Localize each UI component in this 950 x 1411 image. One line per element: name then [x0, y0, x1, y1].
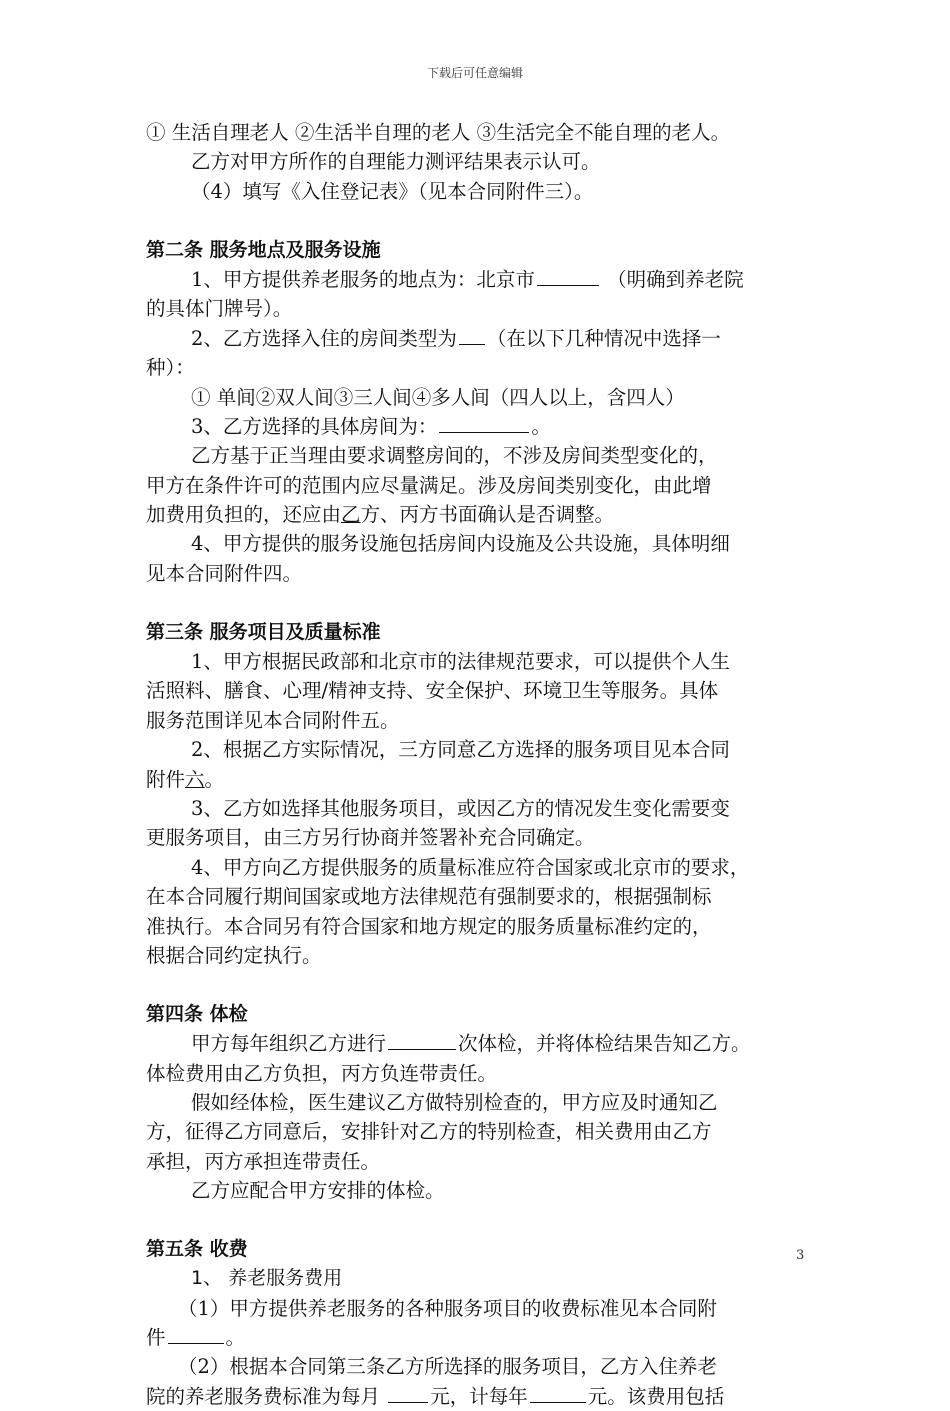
- monthly-fee-blank: [388, 1382, 428, 1403]
- paragraph-line: 乙方对甲方所作的自理能力测评结果表示认可。: [191, 150, 601, 174]
- paragraph-line: 在本合同履行期间国家或地方法律规范有强制要求的，根据强制标: [146, 885, 712, 909]
- paragraph-line: 2、根据乙方实际情况，三方同意乙方选择的服务项目见本合同: [191, 738, 730, 762]
- paragraph-line: 3、乙方如选择其他服务项目，或因乙方的情况发生变化需要变: [191, 796, 730, 820]
- paragraph-line: 4、甲方提供的服务设施包括房间内设施及公共设施，具体明细: [191, 532, 730, 556]
- paragraph-line: 甲方每年组织乙方进行 次体检，并将体检结果告知乙方。: [146, 1029, 822, 1058]
- paragraph-line: 方，征得乙方同意后，安排针对乙方的特别检查，相关费用由乙方: [146, 1120, 712, 1144]
- room-type-options: ① 单间②双人间③三人间④多人间（四人以上，含四人）: [191, 385, 685, 409]
- address-blank: [537, 265, 599, 286]
- paragraph-line: 的具体门牌号）。: [146, 297, 293, 321]
- paragraph-line: 加费用负担的，还应由乙方、丙方书面确认是否调整。: [146, 503, 615, 527]
- paragraph-line: （1）甲方提供养老服务的各种服务项目的收费标准见本合同附: [178, 1296, 717, 1320]
- paragraph-line: 见本合同附件四。: [146, 561, 303, 585]
- paragraph-line: （4）填写《入住登记表》（见本合同附件三）。: [191, 179, 594, 203]
- paragraph-line: 根据合同约定执行。: [146, 943, 322, 967]
- paragraph-line: 附件六。: [146, 767, 225, 791]
- paragraph-line: （2）根据本合同第三条乙方所选择的服务项目，乙方入住养老: [178, 1355, 717, 1379]
- paragraph-line: 4、甲方向乙方提供服务的质量标准应符合国家或北京市的要求，: [191, 855, 750, 879]
- paragraph-line: 活照料、膳食、心理/精神支持、安全保护、环境卫生等服务。具体: [146, 679, 719, 703]
- section-title-5: 第五条 收费: [146, 1237, 248, 1260]
- paragraph-line: 3、乙方选择的具体房间为： 。: [146, 412, 822, 441]
- paragraph-line: 乙方应配合甲方安排的体检。: [191, 1179, 445, 1203]
- section-title-2: 第二条 服务地点及服务设施: [146, 238, 381, 261]
- appendix-blank: [168, 1323, 224, 1344]
- paragraph-line: 甲方在条件许可的范围内应尽量满足。涉及房间类别变化，由此增: [146, 473, 712, 497]
- paragraph-line: 1、甲方提供养老服务的地点为：北京市 （明确到养老院: [146, 265, 822, 294]
- paragraph-line: 乙方基于正当理由要求调整房间的，不涉及房间类型变化的，: [191, 444, 718, 468]
- room-type-blank: [459, 324, 485, 345]
- section-title-4: 第四条 体检: [146, 1002, 248, 1025]
- paragraph-line: 准执行。本合同另有符合国家和地方规定的服务质量标准约定的，: [146, 914, 712, 938]
- page-header: 下载后可任意编辑: [426, 66, 523, 80]
- exam-count-blank: [388, 1029, 456, 1050]
- care-level-options: ① 生活自理老人 ②生活半自理的老人 ③生活完全不能自理的老人。: [146, 121, 731, 144]
- paragraph-line: 种）：: [146, 356, 195, 380]
- paragraph-line: 承担，丙方承担连带责任。: [146, 1149, 381, 1173]
- paragraph-line: 服务范围详见本合同附件五。: [146, 708, 400, 732]
- document-body: [146, 118, 822, 1411]
- page-number: 3: [796, 1248, 805, 1263]
- subsection-title: 1、 养老服务费用: [191, 1267, 343, 1290]
- paragraph-line: 院的养老服务费标准为每月 元，计每年 元。该费用包括: [146, 1382, 822, 1411]
- paragraph-line: 更服务项目，由三方另行协商并签署补充合同确定。: [146, 826, 595, 850]
- paragraph-line: 体检费用由乙方负担，丙方负连带责任。: [146, 1061, 498, 1085]
- annual-fee-blank: [530, 1382, 586, 1403]
- section-title-3: 第三条 服务项目及质量标准: [146, 620, 381, 643]
- paragraph-line: 假如经体检，医生建议乙方做特别检查的，甲方应及时通知乙: [191, 1090, 718, 1114]
- paragraph-line: 1、甲方根据民政部和北京市的法律规范要求，可以提供个人生: [191, 650, 730, 674]
- room-number-blank: [439, 412, 529, 433]
- paragraph-line: 件 。: [146, 1323, 822, 1352]
- paragraph-line: 2、乙方选择入住的房间类型为 （在以下几种情况中选择一: [146, 324, 822, 353]
